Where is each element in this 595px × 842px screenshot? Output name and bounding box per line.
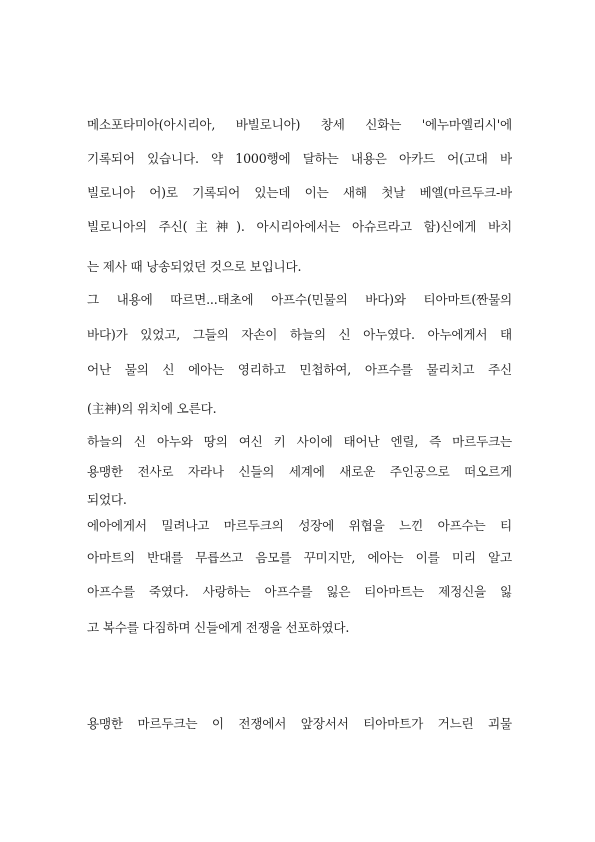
text-line: 용맹한 전사로 자라나 신들의 세계에 새로운 주인공으로 떠오르게 xyxy=(87,464,512,479)
text-line: 하늘의 신 아누와 땅의 여신 키 사이에 태어난 엔릴, 즉 마르두크는 xyxy=(87,434,512,449)
text-line: 아프수를 죽였다. 사랑하는 아프수를 잃은 티아마트는 제정신을 잃 xyxy=(87,584,512,599)
text-line: 고 복수를 다짐하며 신들에게 전쟁을 선포하였다. xyxy=(87,620,350,635)
text-line: 기록되어 있습니다. 약 1000행에 달하는 내용은 아카드 어(고대 바 xyxy=(87,151,512,166)
text-line: 메소포타미아(아시리아, 바빌로니아) 창세 신화는 '에누마엘리시'에 xyxy=(87,117,512,132)
text-line: 아마트의 반대를 무릅쓰고 음모를 꾸미지만, 에아는 이를 미리 알고 xyxy=(87,550,512,565)
text-line: 빌로니아 어)로 기록되어 있는데 이는 새해 첫날 베엘(마르두크-바 xyxy=(87,185,512,200)
text-line: 그 내용에 따르면...태초에 아프수(민물의 바다)와 티아마트(짠물의 xyxy=(87,292,512,307)
text-line: 에아에게서 밀려나고 마르두크의 성장에 위협을 느낀 아프수는 티 xyxy=(87,518,512,533)
text-line: 용맹한 마르두크는 이 전쟁에서 앞장서서 티아마트가 거느린 괴물 xyxy=(87,716,512,731)
text-line: 바다)가 있었고, 그들의 자손이 하늘의 신 아누였다. 아누에게서 태 xyxy=(87,327,512,342)
text-line: 어난 물의 신 에아는 영리하고 민첩하여, 아프수를 물리치고 주신 xyxy=(87,362,512,377)
text-line: 되었다. xyxy=(87,492,127,507)
text-line: (主神)의 위치에 오른다. xyxy=(87,401,217,416)
text-line: 빌로니아의 주신(主神). 아시리아에서는 아슈르라고 함)신에게 바치 xyxy=(87,219,512,234)
text-line: 는 제사 때 낭송되었던 것으로 보입니다. xyxy=(87,259,302,274)
